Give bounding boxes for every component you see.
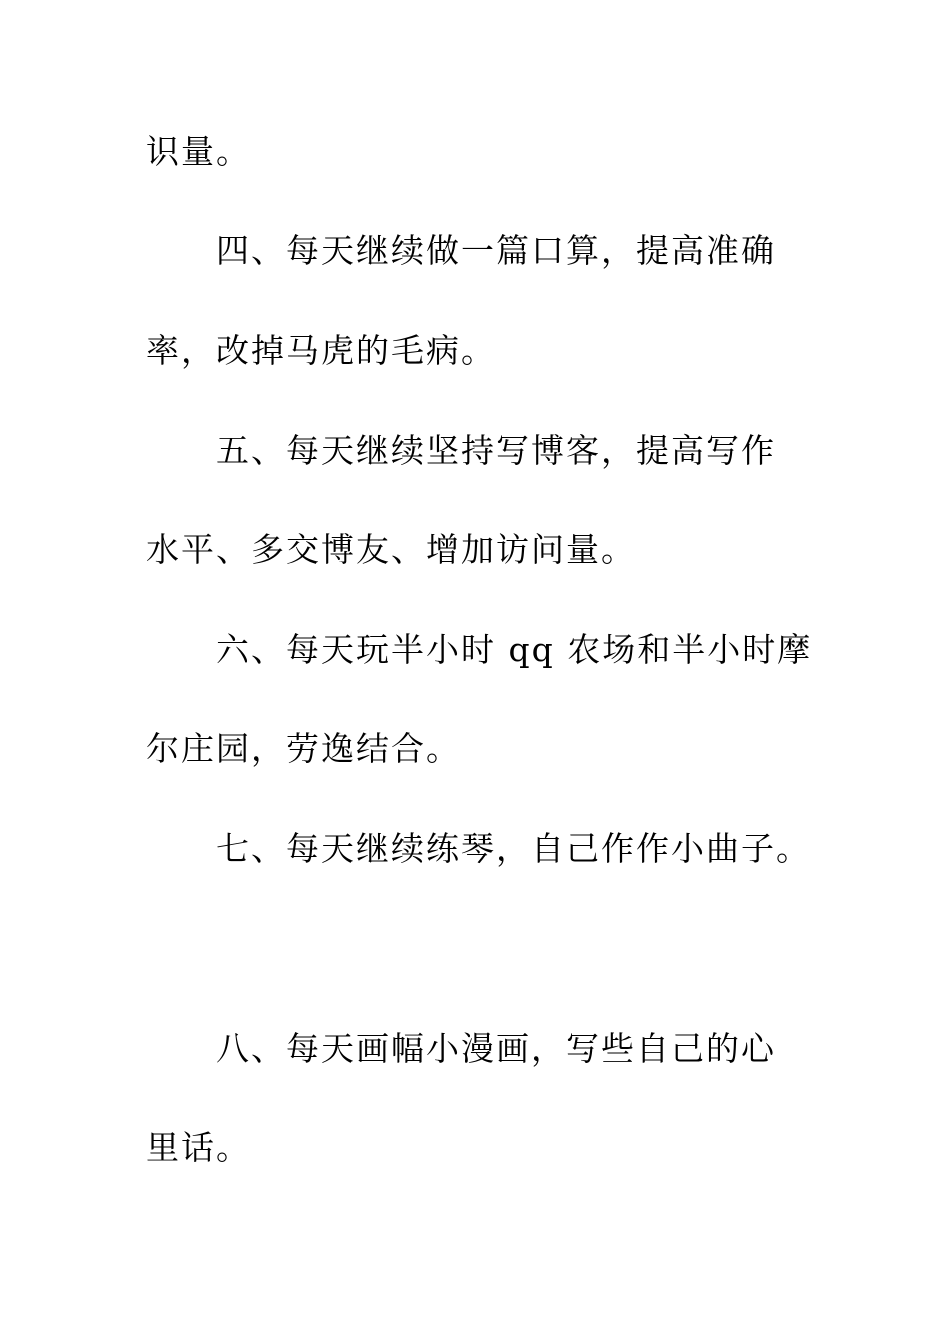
- item-4-line-1: 四、每天继续做一篇口算，提高准确: [216, 231, 776, 270]
- item-5-line-1: 五、每天继续坚持写博客，提高写作: [216, 431, 776, 470]
- item-4-line-2: 率，改掉马虎的毛病。: [146, 331, 496, 370]
- paragraph-3-end: 识量。: [146, 132, 251, 171]
- item-7-line-1: 七、每天继续练琴，自己作作小曲子。: [216, 829, 811, 868]
- item-6-line-1: 六、每天玩半小时 qq 农场和半小时摩: [216, 630, 813, 669]
- item-8-line-1: 八、每天画幅小漫画，写些自己的心: [216, 1029, 776, 1068]
- item-8-line-2: 里话。: [146, 1128, 251, 1167]
- item-6-line-2: 尔庄园，劳逸结合。: [146, 729, 461, 768]
- item-5-line-2: 水平、多交博友、增加访问量。: [146, 530, 636, 569]
